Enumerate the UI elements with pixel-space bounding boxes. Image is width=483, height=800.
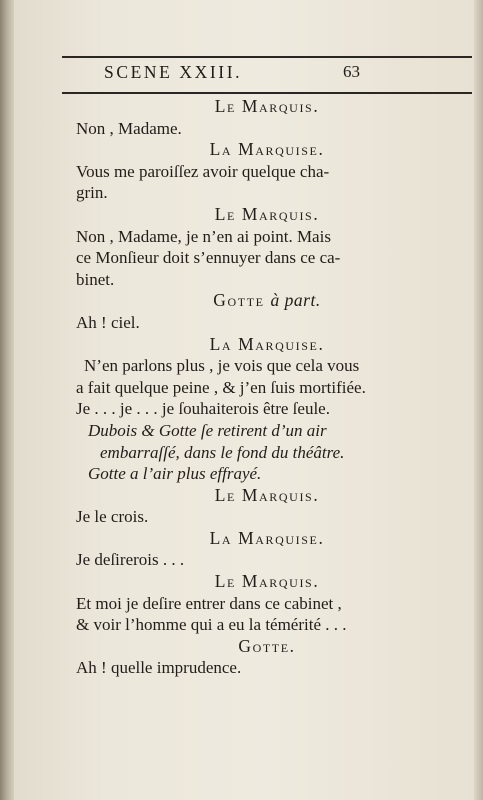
dialog-line: Ah ! quelle imprudence. [76, 658, 242, 678]
page-number: 63 [343, 62, 360, 81]
dialog-line: Ah ! ciel. [76, 312, 140, 332]
speaker-with-aside [62, 290, 472, 312]
dialog-line: Je deſirerois . . . [76, 550, 185, 570]
dialog-line: a fait quelque peine , & j’en ſuis mortifiée. [76, 377, 366, 397]
speaker-name: Gotte. [238, 635, 296, 656]
dialog-line: Et moi je deſire entrer dans ce cabinet , [76, 593, 342, 613]
stage-direction: Dubois & Gotte ſe retirent d’un air [88, 420, 327, 440]
dialog-line: Je le crois. [76, 507, 149, 527]
scene-heading: SCENE XXIII. [104, 62, 243, 82]
play-text [62, 96, 472, 679]
dialog-line: binet. [76, 269, 115, 289]
speaker-name: Gotte [213, 290, 265, 311]
dialog-line: grin. [76, 183, 108, 203]
speaker-name: Le Marquis. [214, 203, 320, 224]
dialog-line: N’en parlons plus , je vois que cela vous [84, 356, 360, 376]
speaker-name: Le Marquis. [214, 484, 320, 505]
page-edge [474, 0, 483, 800]
stage-aside: à part. [270, 290, 321, 311]
dialog-line: Non , Madame. [76, 118, 182, 138]
header-rule-top [62, 56, 472, 58]
speaker-name: La Marquise. [209, 333, 325, 354]
speaker-name: Le Marquis. [214, 571, 320, 592]
book-gutter [0, 0, 14, 800]
dialog-line: Vous me paroiſſez avoir quelque cha- [76, 161, 330, 181]
dialog-line: Non , Madame, je n’en ai point. Mais [76, 226, 331, 246]
speaker-name: La Marquise. [209, 527, 325, 548]
stage-direction: Gotte a l’air plus effrayé. [88, 464, 262, 484]
dialog-line: & voir l’homme qui a eu la témérité . . . [76, 615, 347, 635]
stage-direction: embarraſſé, dans le fond du théâtre. [100, 442, 345, 462]
speaker-name: Le Marquis. [214, 96, 320, 116]
dialog-line: Je . . . je . . . je ſouhaiterois être ſeule. [76, 399, 330, 419]
dialog-line: ce Monſieur doit s’ennuyer dans ce ca- [76, 248, 341, 268]
speaker-name: La Marquise. [209, 139, 325, 160]
header-rule-bottom [62, 92, 472, 94]
